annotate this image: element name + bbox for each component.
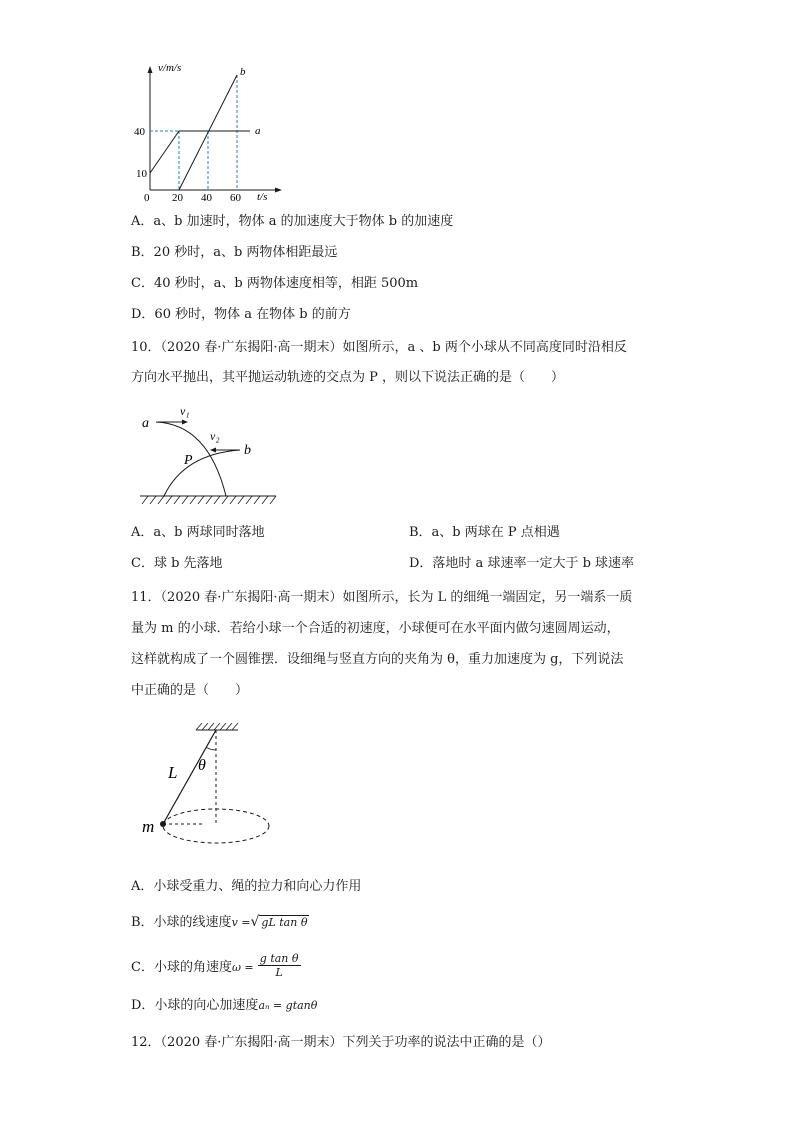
q10-option-b: B．a、b 两球在 P 点相遇 <box>409 525 560 540</box>
q11-option-c-fraction <box>258 952 301 979</box>
x-tick-60: 60 <box>230 192 241 204</box>
q11-option-d-formula: aₙ = gtanθ <box>258 999 318 1012</box>
q9-option-d: D．60 秒时，物体 a 在物体 b 的前方 <box>131 307 351 322</box>
label-b: b <box>244 443 251 458</box>
q11-option-b: B．小球的线速度v =√ gL tan θ <box>131 914 308 930</box>
q11-option-d <box>131 997 317 1015</box>
conical-pendulum-figure <box>138 722 278 847</box>
x-tick-0: 0 <box>144 192 150 204</box>
series-label-a: a <box>255 125 261 137</box>
label-a: a <box>142 416 149 431</box>
q11-stem-line1: 11．（2020 春·广东揭阳·高一期末）如图所示，长为 L 的细绳一端固定，另一端系一质 <box>131 590 633 605</box>
vt-chart <box>128 58 288 208</box>
x-axis-label: t/s <box>257 191 268 203</box>
q11-option-c <box>131 954 301 981</box>
q11-option-a: A．小球受重力、绳的拉力和向心力作用 <box>131 879 362 894</box>
projectile-figure <box>136 402 282 506</box>
q11-option-d-prefix: D．小球的向心加速度 <box>131 998 259 1013</box>
y-tick-10: 10 <box>136 168 147 180</box>
x-tick-20: 20 <box>172 192 183 204</box>
q10-stem-line1: 10．（2020 春·广东揭阳·高一期末）如图所示，a 、b 两个小球从不同高度同时沿相反 <box>131 340 627 355</box>
q11-stem-line3: 这样就构成了一个圆锥摆．设细绳与竖直方向的夹角为 θ，重力加速度为 g，下列说法 <box>131 652 624 667</box>
q11-option-b-radicand: gL tan θ <box>261 916 308 929</box>
q11-option-c-prefix: C．小球的角速度 <box>131 960 232 975</box>
y-axis-label: v/m/s <box>158 62 182 74</box>
label-v2: v₂ <box>210 429 220 443</box>
x-tick-40: 40 <box>201 192 212 204</box>
q9-option-c: C．40 秒时，a、b 两物体速度相等，相距 500m <box>131 276 419 291</box>
ceiling-hatching <box>196 723 238 730</box>
label-P: P <box>184 453 193 468</box>
y-axis-arrow <box>148 66 153 73</box>
angle-arc <box>207 748 217 751</box>
q11-stem-line2: 量为 m 的小球．若给小球一个合适的初速度，小球便可在水平面内做匀速圆周运动， <box>131 621 620 636</box>
label-v1: v₁ <box>180 404 190 418</box>
q10-option-d: D．落地时 a 球速率一定大于 b 球速率 <box>409 556 635 571</box>
q10-option-c: C．球 b 先落地 <box>131 556 223 571</box>
series-label-b: b <box>240 66 246 78</box>
label-theta: θ <box>198 757 206 774</box>
q10-option-a: A．a、b 两球同时落地 <box>131 525 265 540</box>
label-L: L <box>168 763 178 782</box>
y-tick-40: 40 <box>134 126 145 138</box>
line-a <box>150 131 250 173</box>
q11-stem-line4: 中正确的是（ ） <box>131 683 249 698</box>
q12-stem: 12．（2020 春·广东揭阳·高一期末）下列关于功率的说法中正确的是（） <box>131 1035 551 1050</box>
q9-option-a: A．a、b 加速时，物体 a 的加速度大于物体 b 的加速度 <box>131 214 454 229</box>
q10-stem-line2: 方向水平抛出，其平抛运动轨迹的交点为 P ，则以下说法正确的是（ ） <box>131 370 565 385</box>
q11-option-b-lhs: v = <box>231 916 251 929</box>
trajectory-b <box>164 450 240 496</box>
q11-option-c-lhs: ω = <box>231 961 254 974</box>
ground-hatching <box>142 496 276 504</box>
q11-option-c-numerator: g tan θ <box>259 952 299 965</box>
q11-option-b-prefix: B．小球的线速度 <box>131 915 232 930</box>
q11-option-c-denominator: L <box>275 966 283 979</box>
q9-option-b: B．20 秒时，a、b 两物体相距最远 <box>131 245 338 260</box>
x-axis-arrow <box>275 188 282 193</box>
label-m: m <box>142 817 155 836</box>
ball-m <box>160 821 166 827</box>
